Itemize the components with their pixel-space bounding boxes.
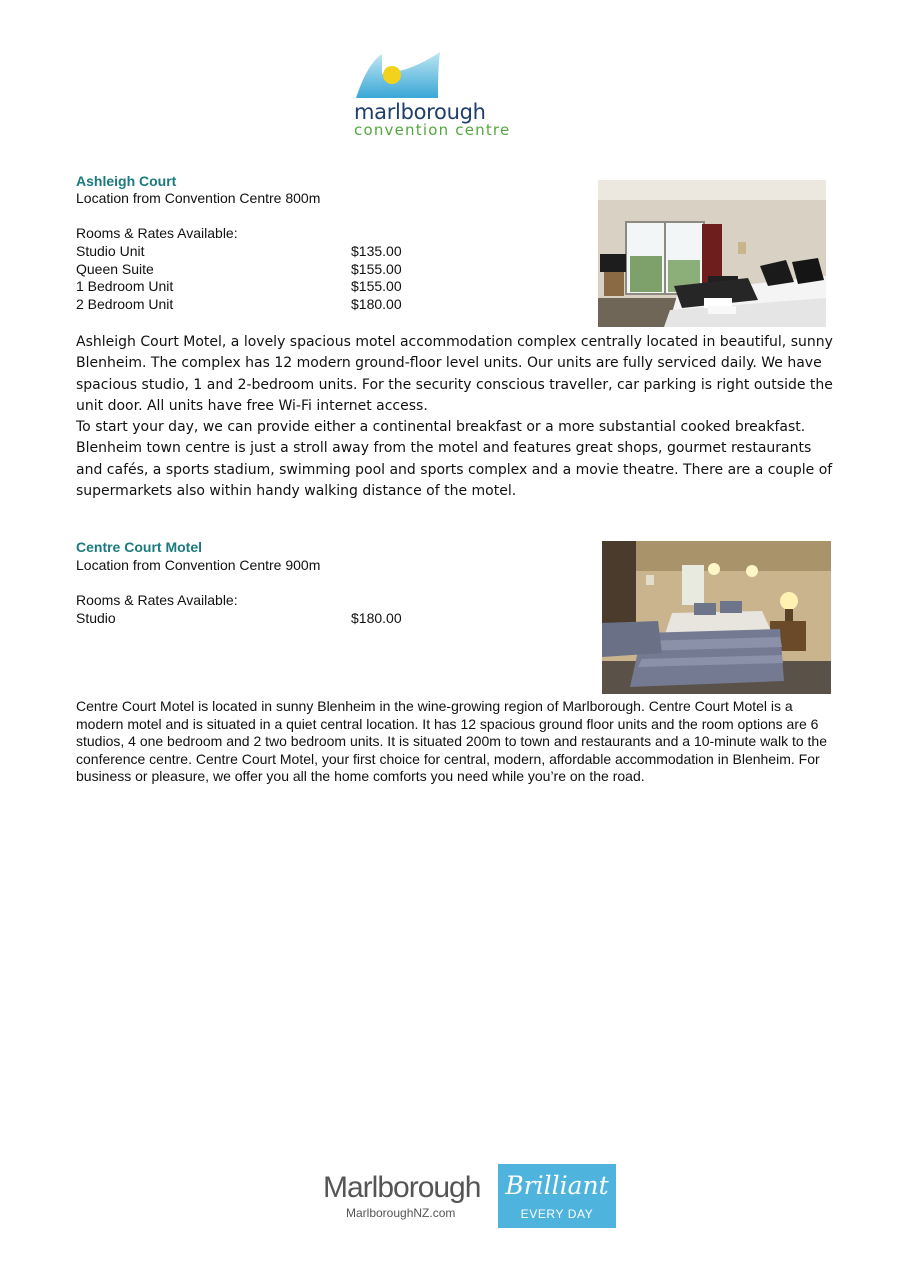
rate-row bbox=[76, 278, 436, 296]
listing-title: Ashleigh Court bbox=[76, 173, 177, 189]
rate-row bbox=[76, 296, 436, 314]
description-paragraph: To start your day, we can provide either a continental breakfast or a more substantial cooked breakfast. Blenheim town centre is just a stroll away from the motel and features great shops, gourmet restaurants and cafés, a sports stadium, swimming pool and sports complex and a movie theatre. There are a couple of supermarkets also within handy walking distance of the motel. bbox=[76, 419, 833, 500]
room-type: Studio bbox=[76, 610, 116, 626]
rate-row bbox=[76, 610, 436, 628]
marlborough-brilliant-logo bbox=[288, 1164, 618, 1229]
room-type: 2 Bedroom Unit bbox=[76, 295, 174, 312]
tagline-word: Brilliant bbox=[505, 1171, 609, 1200]
brand-url: MarlboroughNZ.com bbox=[346, 1206, 456, 1220]
room-price: $135.00 bbox=[351, 243, 402, 259]
room-price: $180.00 bbox=[351, 610, 402, 626]
room-price: $180.00 bbox=[351, 295, 402, 312]
tagline-sub: EVERY DAY bbox=[520, 1207, 594, 1221]
rates-table bbox=[76, 243, 436, 313]
listing-title: Centre Court Motel bbox=[76, 539, 202, 555]
rates-heading: Rooms & Rates Available: bbox=[76, 592, 238, 608]
convention-centre-logo bbox=[352, 50, 552, 144]
room-price: $155.00 bbox=[351, 278, 402, 295]
room-type: Studio Unit bbox=[76, 243, 145, 259]
listing-location: Location from Convention Centre 900m bbox=[76, 557, 321, 573]
listing-location: Location from Convention Centre 800m bbox=[76, 190, 321, 206]
rate-row bbox=[76, 261, 436, 279]
wave-sun-icon bbox=[352, 50, 552, 100]
description-paragraph: Ashleigh Court Motel, a lovely spacious motel accommodation complex centrally located in beautiful, sunny Blenheim. The complex has 12 modern ground-floor level units. Our units are fully serviced daily. We have spacious studio, 1 and 2-bedroom units. For the security conscious traveller, car parking is right outside the unit door. All units have free Wi-Fi internet access. bbox=[76, 334, 833, 414]
rates-table bbox=[76, 610, 436, 628]
ashleigh-room-photo bbox=[598, 180, 826, 327]
logo-subtitle: convention centre bbox=[354, 121, 511, 139]
brand-name: Marlborough bbox=[323, 1171, 481, 1204]
logo-name: marlborough bbox=[354, 100, 486, 124]
rate-row bbox=[76, 243, 436, 261]
tagline-badge bbox=[498, 1164, 616, 1228]
room-price: $155.00 bbox=[351, 260, 402, 277]
listing-description bbox=[76, 332, 836, 502]
room-type: Queen Suite bbox=[76, 260, 154, 277]
rates-heading: Rooms & Rates Available: bbox=[76, 225, 238, 241]
centre-court-room-photo bbox=[602, 541, 831, 694]
listing-description: Centre Court Motel is located in sunny Blenheim in the wine-growing region of Marlborough. Centre Court Motel is a modern motel and is situated in a quiet central location. It has 12 spacious ground floor units and the room options are 6 studios, 4 one bedroom and 2 two bedroom units. It is situated 200m to town and restaurants and a 10-minute walk to the conference centre. Centre Court Motel, your first choice for central, modern, affordable accommodation in Blenheim. For business or pleasure, we offer you all the home comforts you need while you’re on the road. bbox=[76, 698, 827, 785]
room-type: 1 Bedroom Unit bbox=[76, 278, 174, 295]
